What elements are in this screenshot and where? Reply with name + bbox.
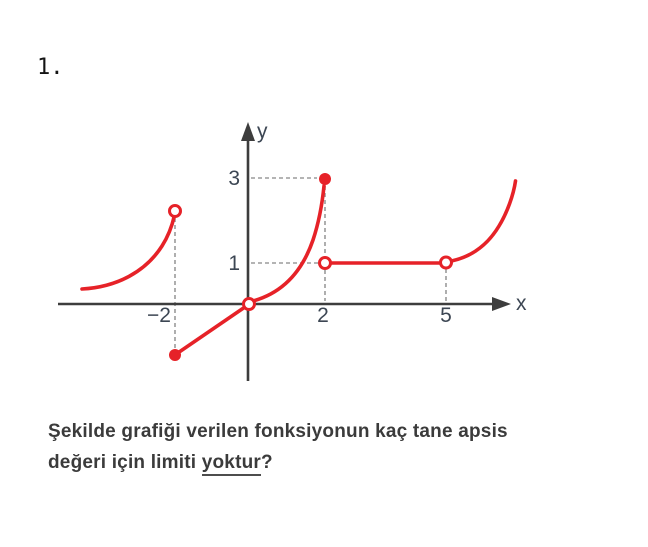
open-point-neg2-2 [170, 206, 181, 217]
question-line2-prefix: değeri için limiti [48, 452, 202, 473]
question-number: 1. [37, 55, 64, 80]
x-axis-label: x [516, 292, 527, 315]
open-point-2-1 [320, 258, 331, 269]
filled-point-neg2-neg1 [169, 349, 181, 361]
branch-linear-segment [177, 307, 245, 354]
x-axis-arrow-icon [492, 297, 511, 311]
question-text [48, 416, 588, 478]
filled-point-2-3 [319, 173, 331, 185]
open-point-origin [244, 299, 255, 310]
tick-label-y3: 3 [228, 167, 240, 190]
question-line1: Şekilde grafiği verilen fonksiyonun kaç tane apsis [48, 421, 508, 442]
question-underlined-word: yoktur [202, 452, 261, 476]
branch-rising-curve [253, 186, 324, 301]
y-axis-arrow-icon [241, 122, 255, 141]
branch-left-curve [82, 216, 174, 289]
tick-label-x5: 5 [440, 304, 452, 327]
open-point-5-1 [441, 257, 452, 268]
tick-label-xneg2: −2 [147, 304, 171, 327]
tick-label-y1: 1 [228, 252, 240, 275]
question-mark: ? [261, 452, 273, 473]
tick-label-x2: 2 [317, 304, 329, 327]
y-axis-label: y [257, 120, 268, 143]
branch-right-curve [452, 181, 516, 261]
